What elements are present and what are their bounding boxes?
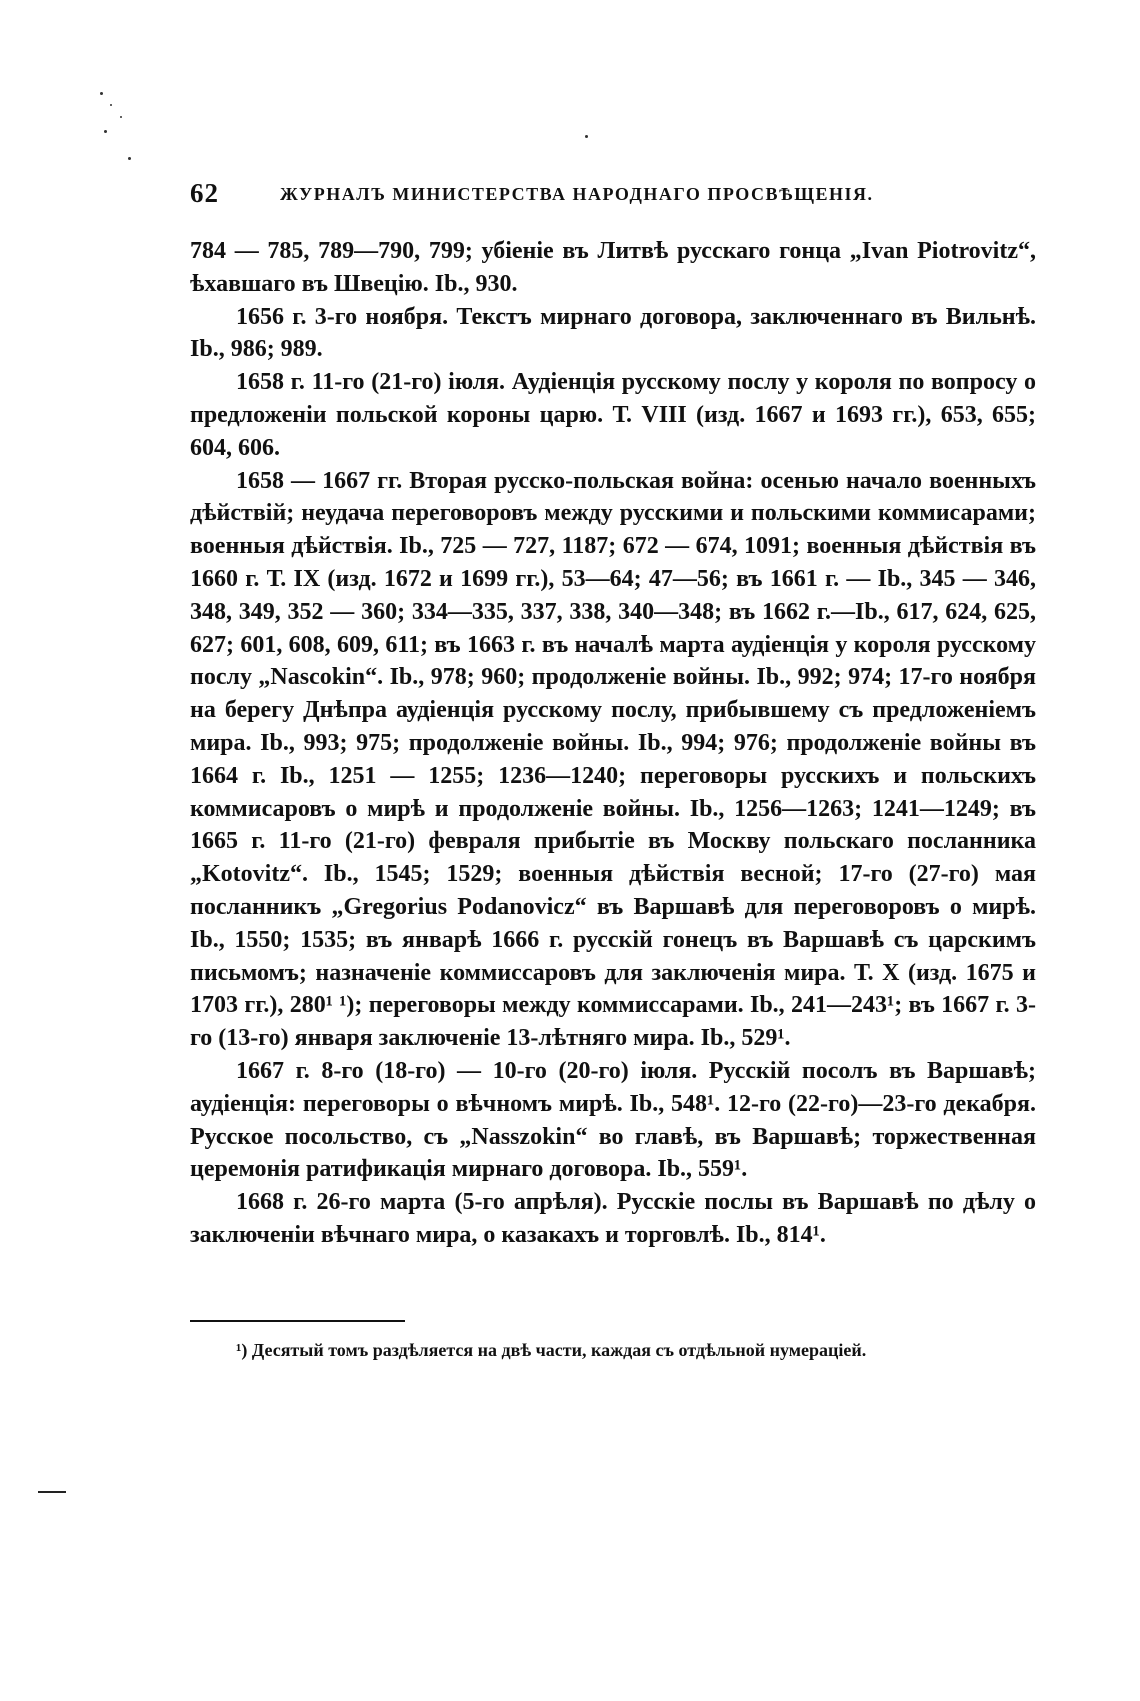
margin-mark bbox=[38, 1491, 66, 1493]
footnote-rule bbox=[190, 1320, 405, 1322]
scan-speck bbox=[585, 135, 588, 138]
scan-speck bbox=[110, 104, 112, 106]
scan-speck bbox=[120, 116, 122, 118]
paragraph: 1658 г. 11-го (21-го) іюля. Аудіенція русскому послу у короля по вопросу о предложеніи польской короны царю. Т. VIII (изд. 1667 и 1693 гг.), 653, 655; 604, 606. bbox=[190, 369, 1036, 461]
page-header bbox=[190, 178, 1050, 214]
scan-speck bbox=[100, 92, 103, 95]
running-head: ЖУРНАЛЪ МИНИСТЕРСТВА НАРОДНАГО ПРОСВѢЩЕНІЯ. bbox=[280, 184, 874, 204]
paragraph: 784 — 785, 789—790, 799; убіеніе въ Литвѣ русскаго гонца „Ivan Piotrovitz“, ѣхавшаго въ Швецію. Ib., 930. bbox=[190, 238, 1036, 297]
body-text bbox=[190, 235, 1036, 1252]
paragraph: 1668 г. 26-го марта (5-го апрѣля). Русскіе послы въ Варшавѣ по дѣлу о заключеніи вѣчнаго мира, о казакахъ и торговлѣ. Ib., 814¹. bbox=[190, 1189, 1036, 1248]
footnote: ¹) Десятый томъ раздѣляется на двѣ части, каждая съ отдѣльной нумераціей. bbox=[236, 1340, 867, 1360]
scan-speck bbox=[128, 157, 131, 160]
paragraph: 1656 г. 3-го ноября. Текстъ мирнаго договора, заключеннаго въ Вильнѣ. Ib., 986; 989. bbox=[190, 303, 1036, 363]
page-number: 62 bbox=[190, 178, 219, 208]
scan-speck bbox=[104, 130, 107, 133]
paragraph: 1667 г. 8-го (18-го) — 10-го (20-го) іюля. Русскій посолъ въ Варшавѣ; аудіенція: переговоры о вѣчномъ мирѣ. Ib., 548¹. 12-го (22-го)—23-го декабря. Русское посольство, съ „Nasszokin“ во главѣ, въ Варшавѣ; торжественная церемонія ратификація мирнаго договора. Ib., 559¹. bbox=[190, 1057, 1036, 1183]
paragraph: 1658 — 1667 гг. Вторая русско-польская война: осенью начало военныхъ дѣйствій; неудача переговоровъ между русскими и польскими коммисарами; военныя дѣйствія. Ib., 725 — 727, 1187; 672 — 674, 1091; военныя дѣйствія въ 1660 г. Т. IX (изд. 1672 и 1699 гг.), 53—64; 47—56; въ 1661 г. — Ib., 345 — 346, 348, 349, 352 — 360; 334—335, 337, 338, 340—348; въ 1662 г.—Ib., 617, 624, 625, 627; 601, 608, 609, 611; въ 1663 г. въ началѣ марта аудіенція у короля русскому послу „Nascokin“. Ib., 978; 960; продолженіе войны. Ib., 992; 974; 17-го ноября на берегу Днѣпра аудіенція русскому послу, прибывшему съ предложеніемъ мира. Ib., 993; 975; продолженіе войны. Ib., 994; 976; продолженіе войны въ 1664 г. Ib., 1251 — 1255; 1236—1240; переговоры русскихъ и польскихъ коммисаровъ о мирѣ и продолженіе войны. Ib., 1256—1263; 1241—1249; въ 1665 г. 11-го (21-го) февраля прибытіе въ Москву польскаго посланника „Kotovitz“. Ib., 1545; 1529; военныя дѣйствія весной; 17-го (27-го) мая посланникъ „Gregorius Podanovicz“ въ Варшавѣ для переговоровъ о мирѣ. Ib., 1550; 1535; въ январѣ 1666 г. русскій гонецъ въ Варшавѣ съ царскимъ письмомъ; назначеніе коммиссаровъ для заключенія мира. Т. X (изд. 1675 и 1703 гг.), 280¹ ¹); переговоры между коммиссарами. Ib., 241—243¹; въ 1667 г. 3-го (13-го) января заключеніе 13-лѣтняго мира. Ib., 529¹. bbox=[190, 467, 1036, 1052]
